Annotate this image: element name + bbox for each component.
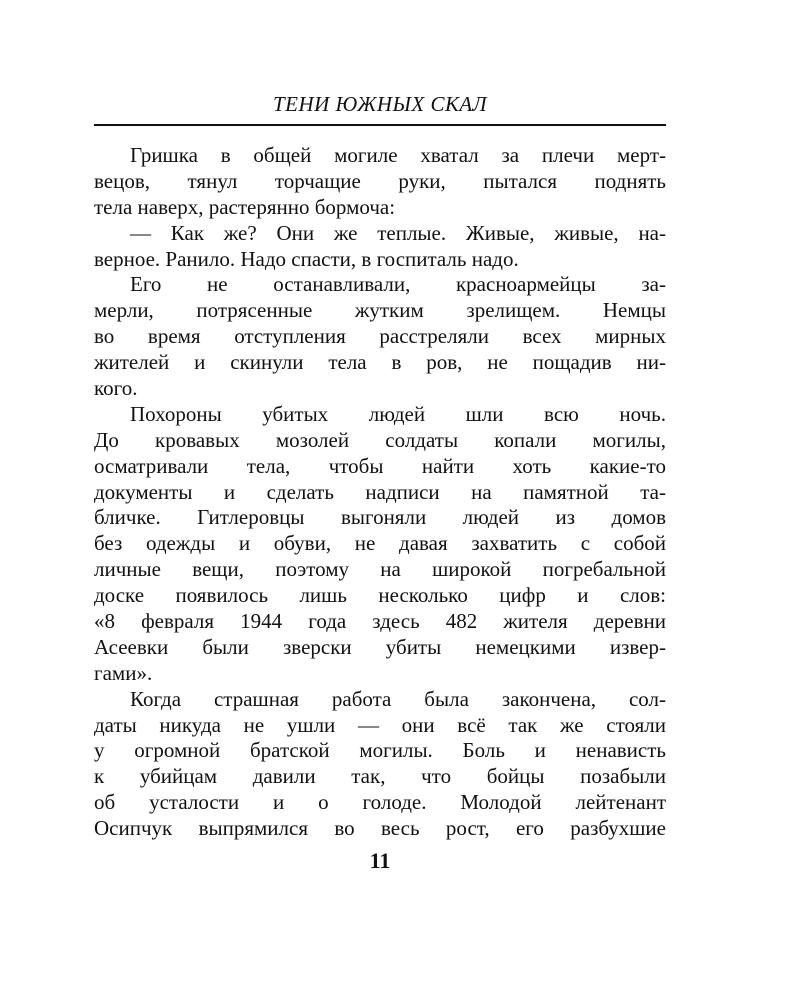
text-line: личные вещи, поэтому на широкой погребальной bbox=[94, 557, 666, 582]
text-line: — Как же? Они же теплые. Живые, живые, на- bbox=[130, 220, 666, 245]
text-line: документы и сделать надписи на памятной та- bbox=[94, 479, 666, 504]
text-line: доске появилось лишь несколько цифр и слов: bbox=[94, 583, 666, 608]
text-line: Похороны убитых людей шли всю ночь. bbox=[130, 401, 666, 426]
text-line: во время отступления расстреляли всех мирных bbox=[94, 324, 666, 349]
text-line: тела наверх, растерянно бормоча: bbox=[94, 194, 396, 219]
text-line: кого. bbox=[94, 376, 138, 401]
text-line: Когда страшная работа была закончена, сол- bbox=[130, 686, 666, 711]
text-line: жителей и скинули тела в ров, не пощадив ни- bbox=[94, 350, 666, 375]
text-line: об усталости и о голоде. Молодой лейтенант bbox=[94, 790, 666, 815]
text-line: До кровавых мозолей солдаты копали могилы, bbox=[94, 427, 666, 452]
text-line: верное. Ранило. Надо спасти, в госпиталь надо. bbox=[94, 246, 519, 271]
text-line: Осипчук выпрямился во весь рост, его разбухшие bbox=[94, 816, 666, 841]
text-line: бличке. Гитлеровцы выгоняли людей из домов bbox=[94, 505, 666, 530]
text-line: гами». bbox=[94, 660, 153, 685]
text-line: у огромной братской могилы. Боль и ненависть bbox=[94, 738, 666, 763]
text-line: вецов, тянул торчащие руки, пытался поднять bbox=[94, 168, 666, 193]
text-line: «8 февраля 1944 года здесь 482 жителя деревни bbox=[94, 609, 666, 634]
body-text bbox=[94, 143, 666, 842]
running-head: ТЕНИ ЮЖНЫХ СКАЛ bbox=[272, 92, 488, 116]
text-line: даты никуда не ушли — они всё так же стояли bbox=[94, 712, 666, 737]
text-line: Гришка в общей могиле хватал за плечи мерт- bbox=[130, 143, 666, 167]
text-line: Асеевки были зверски убиты немецкими извер- bbox=[94, 634, 666, 659]
text-line: Его не останавливали, красноармейцы за- bbox=[130, 272, 666, 297]
page-number: 11 bbox=[369, 848, 391, 873]
text-line: осматривали тела, чтобы найти хоть какие-то bbox=[94, 453, 666, 478]
header-rule bbox=[94, 124, 666, 126]
text-line: к убийцам давили так, что бойцы позабыли bbox=[94, 764, 666, 789]
text-line: без одежды и обуви, не давая захватить с собой bbox=[94, 531, 666, 556]
text-line: мерли, потрясенные жутким зрелищем. Немцы bbox=[94, 298, 666, 323]
